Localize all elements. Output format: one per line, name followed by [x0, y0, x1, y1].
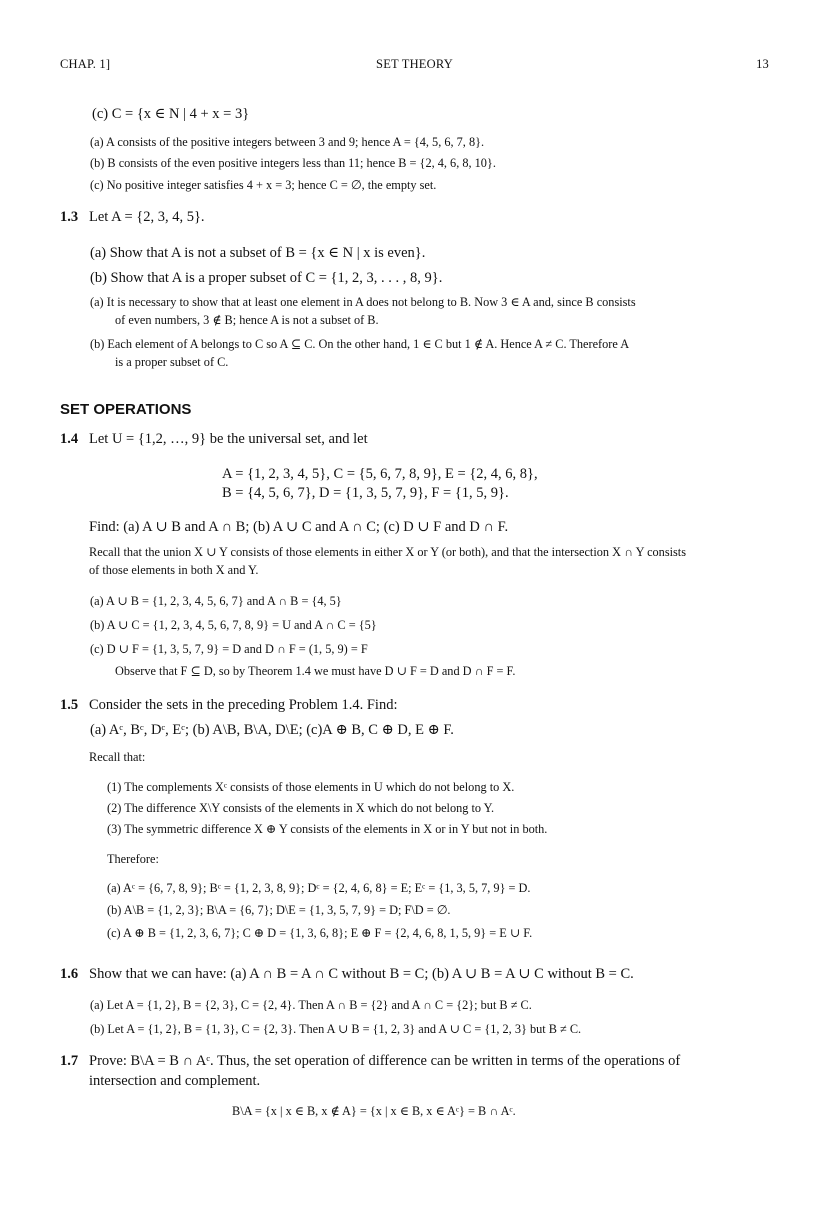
problem-number-1-7: 1.7: [60, 1053, 79, 1069]
problem-1-4-sets-row-1: A = {1, 2, 3, 4, 5}, C = {5, 6, 7, 8, 9}, E = {2, 4, 6, 8},: [222, 466, 538, 482]
problem-1-4-find: Find: (a) A ∪ B and A ∩ B; (b) A ∪ C and A ∩ C; (c) D ∪ F and D ∩ F.: [89, 519, 509, 535]
recall-item-1: (1) The complements Xᶜ consists of those elements in U which do not belong to X.: [107, 780, 515, 794]
problem-1-5-therefore: Therefore:: [107, 852, 159, 866]
problem-1-3-part-b: (b) Show that A is a proper subset of C = {1, 2, 3, . . . , 8, 9}.: [90, 270, 443, 286]
problem-1-7-statement-line-2: intersection and complement.: [89, 1073, 261, 1089]
recall-item-3: (3) The symmetric difference X ⊕ Y consists of the elements in X or in Y but not in both.: [107, 822, 548, 836]
problem-1-7-statement-line-1: Prove: B\A = B ∩ Aᶜ. Thus, the set operation of difference can be written in terms of the operations of: [89, 1053, 681, 1069]
solution-1-4-observation: Observe that F ⊆ D, so by Theorem 1.4 we must have D ∪ F = D and D ∩ F = F.: [115, 664, 516, 678]
problem-1-7-equation: B\A = {x | x ∈ B, x ∉ A} = {x | x ∈ B, x ∈ Aᶜ} = B ∩ Aᶜ.: [232, 1104, 516, 1118]
problem-1-2-part-c: (c) C = {x ∈ N | 4 + x = 3}: [92, 106, 250, 122]
solution-1-3-b-line-2: is a proper subset of C.: [115, 355, 229, 369]
solution-1-4-b: (b) A ∪ C = {1, 2, 3, 4, 5, 6, 7, 8, 9} = U and A ∩ C = {5}: [90, 618, 377, 632]
problem-1-4-sets-row-2: B = {4, 5, 6, 7}, D = {1, 3, 5, 7, 9}, F = {1, 5, 9}.: [222, 485, 509, 501]
solution-1-5-a: (a) Aᶜ = {6, 7, 8, 9}; Bᶜ = {1, 2, 3, 8, 9}; Dᶜ = {2, 4, 6, 8} = E; Eᶜ = {1, 3, 5, 7, 9} = D.: [107, 881, 531, 895]
chapter-label: CHAP. 1]: [60, 57, 111, 71]
running-title: SET THEORY: [376, 57, 453, 71]
solution-1-5-c: (c) A ⊕ B = {1, 2, 3, 6, 7}; C ⊕ D = {1, 3, 6, 8}; E ⊕ F = {2, 4, 6, 8, 1, 5, 9} = E ∪ F.: [107, 926, 533, 940]
problem-1-4-statement: Let U = {1,2, …, 9} be the universal set, and let: [89, 431, 368, 447]
problem-1-5-questions: (a) Aᶜ, Bᶜ, Dᶜ, Eᶜ; (b) A\B, B\A, D\E; (c)A ⊕ B, C ⊕ D, E ⊕ F.: [90, 722, 454, 738]
solution-1-6-a: (a) Let A = {1, 2}, B = {2, 3}, C = {2, 4}. Then A ∩ B = {2} and A ∩ C = {2}; but B ≠ C.: [90, 998, 532, 1012]
solution-1-4-a: (a) A ∪ B = {1, 2, 3, 4, 5, 6, 7} and A ∩ B = {4, 5}: [90, 594, 342, 608]
problem-1-5-statement: Consider the sets in the preceding Problem 1.4. Find:: [89, 697, 398, 713]
problem-number-1-6: 1.6: [60, 966, 79, 982]
recall-item-2: (2) The difference X\Y consists of the elements in X which do not belong to Y.: [107, 801, 495, 815]
problem-number-1-3: 1.3: [60, 209, 79, 225]
solution-1-2-a: (a) A consists of the positive integers between 3 and 9; hence A = {4, 5, 6, 7, 8}.: [90, 135, 485, 149]
problem-1-5-recall: Recall that:: [89, 750, 146, 764]
page-number: 13: [756, 57, 769, 71]
solution-1-2-c: (c) No positive integer satisfies 4 + x = 3; hence C = ∅, the empty set.: [90, 178, 437, 192]
problem-1-4-recall-line-1: Recall that the union X ∪ Y consists of those elements in either X or Y (or both), and that the intersection X ∩ Y consists: [89, 545, 687, 559]
problem-1-6-statement: Show that we can have: (a) A ∩ B = A ∩ C without B = C; (b) A ∪ B = A ∪ C without B = C.: [89, 966, 634, 982]
problem-1-3-part-a: (a) Show that A is not a subset of B = {x ∈ N | x is even}.: [90, 245, 426, 261]
problem-1-4-recall-line-2: of those elements in both X and Y.: [89, 563, 259, 577]
problem-number-1-5: 1.5: [60, 697, 79, 713]
problem-number-1-4: 1.4: [60, 431, 79, 447]
problem-1-3-statement: Let A = {2, 3, 4, 5}.: [89, 209, 205, 225]
solution-1-3-b-line-1: (b) Each element of A belongs to C so A ⊆ C. On the other hand, 1 ∈ C but 1 ∉ A. Hence A ≠ C. Therefore A: [90, 337, 630, 351]
section-heading: SET OPERATIONS: [60, 401, 192, 418]
solution-1-3-a-line-1: (a) It is necessary to show that at least one element in A does not belong to B. Now 3 ∈ A and, since B consists: [90, 295, 636, 309]
solution-1-6-b: (b) Let A = {1, 2}, B = {1, 3}, C = {2, 3}. Then A ∪ B = {1, 2, 3} and A ∪ C = {1, 2, 3} but B ≠ C.: [90, 1022, 582, 1036]
solution-1-5-b: (b) A\B = {1, 2, 3}; B\A = {6, 7}; D\E = {1, 3, 5, 7, 9} = D; F\D = ∅.: [107, 903, 451, 917]
solution-1-2-b: (b) B consists of the even positive integers less than 11; hence B = {2, 4, 6, 8, 10}.: [90, 156, 496, 170]
solution-1-3-a-line-2: of even numbers, 3 ∉ B; hence A is not a subset of B.: [115, 313, 379, 327]
solution-1-4-c: (c) D ∪ F = {1, 3, 5, 7, 9} = D and D ∩ F = (1, 5, 9) = F: [90, 642, 368, 656]
